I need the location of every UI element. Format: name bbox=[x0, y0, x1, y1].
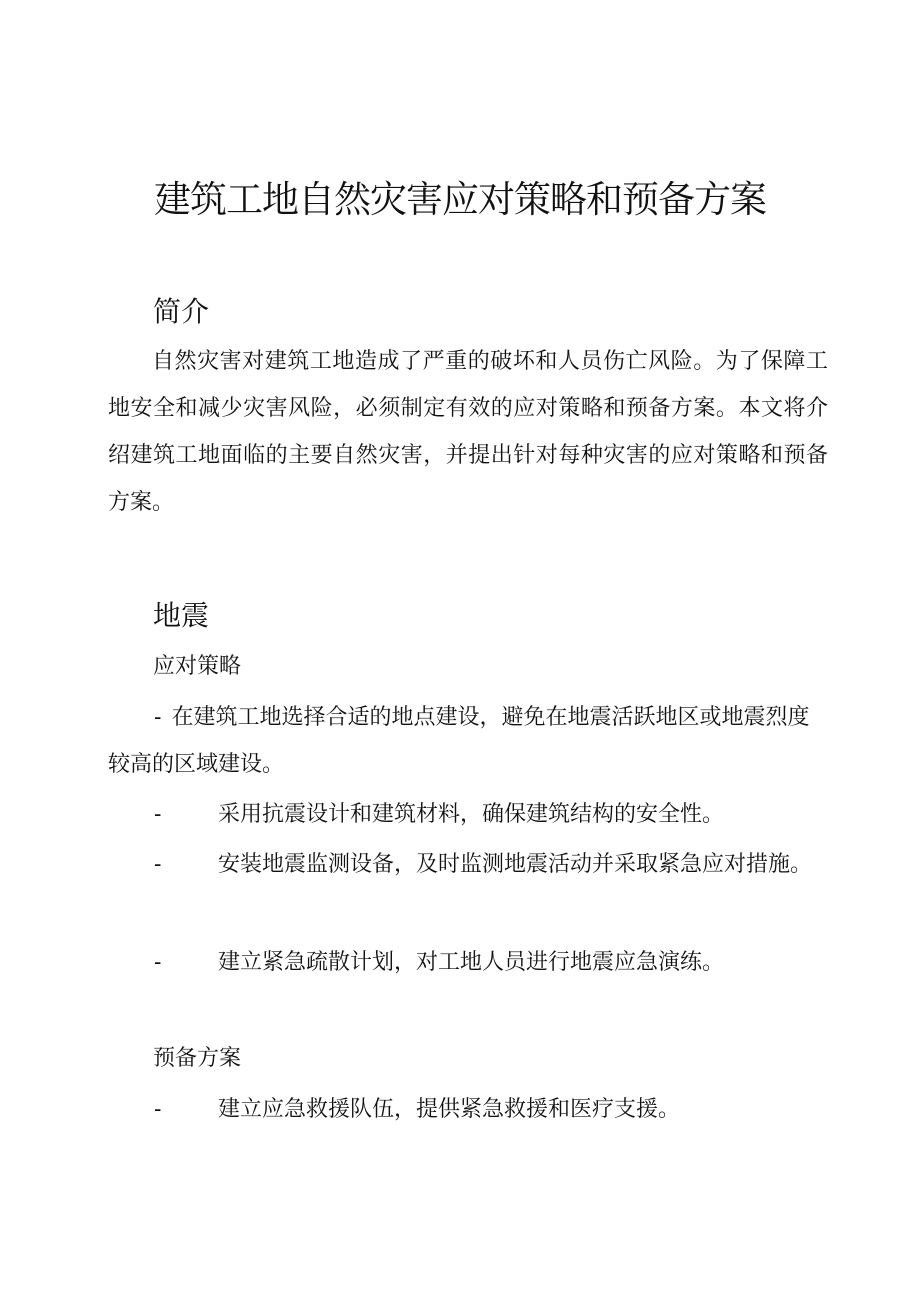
strategy-item-4 bbox=[108, 939, 828, 986]
strategy-item-text: 建立紧急疏散计划，对工地人员进行地震应急演练。 bbox=[218, 950, 725, 975]
plan-item-text: 建立应急救援队伍，提供紧急救援和医疗支援。 bbox=[218, 1097, 681, 1122]
strategy-item-1 bbox=[108, 694, 828, 788]
bullet-dash: - bbox=[154, 802, 162, 827]
document-title: 建筑工地自然灾害应对策略和预备方案 bbox=[154, 178, 766, 221]
bullet-dash: - bbox=[154, 852, 162, 877]
intro-heading: 简介 bbox=[153, 295, 210, 328]
strategy-item-text: 在建筑工地选择合适的地点建设，避免在地震活跃地区或地震烈度较高的区域建设。 bbox=[108, 705, 810, 777]
strategy-heading: 应对策略 bbox=[153, 654, 242, 679]
bullet-dash: - bbox=[154, 950, 162, 975]
intro-paragraph: 自然灾害对建筑工地造成了严重的破坏和人员伤亡风险。为了保障工地安全和减少灾害风险，必须制定有效的应对策略和预备方案。本文将介绍建筑工地面临的主要自然灾害，并提出针对每种灾害的应对策略和预备方案。 bbox=[108, 349, 828, 515]
strategy-item-text: 采用抗震设计和建筑材料，确保建筑结构的安全性。 bbox=[218, 802, 725, 827]
plan-item-1 bbox=[108, 1086, 828, 1133]
strategy-item-3 bbox=[108, 841, 828, 888]
plan-heading: 预备方案 bbox=[153, 1046, 242, 1071]
strategy-item-text: 安装地震监测设备，及时监测地震活动并采取紧急应对措施。 bbox=[218, 852, 813, 877]
bullet-dash: - bbox=[154, 1097, 162, 1122]
earthquake-heading: 地震 bbox=[153, 599, 210, 632]
strategy-item-2 bbox=[108, 791, 828, 838]
bullet-dash: - bbox=[154, 705, 162, 730]
